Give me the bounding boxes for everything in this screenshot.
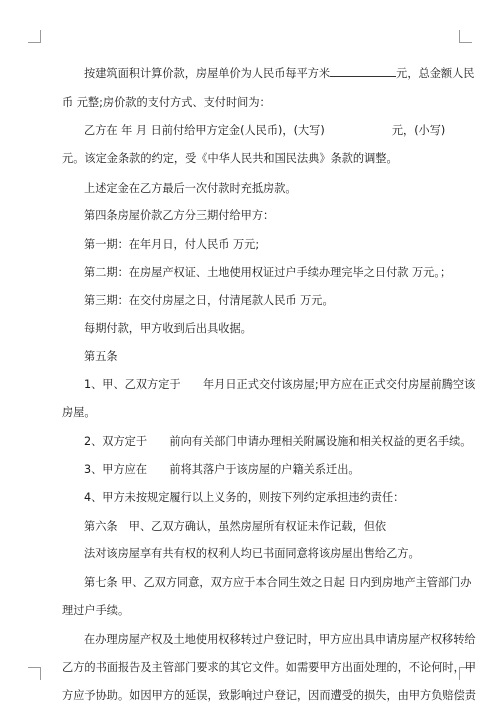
paragraph-line: 在办理房屋产权及土地使用权移转过户登记时，甲方应出具申请房屋产权移转给 [84,633,476,646]
paragraph-line: 第六条 甲、乙双方确认，虽然房屋所有权证未作记载，但依 [84,520,387,533]
text: 按建筑面积计算价款，房屋单价为人民币每平方米 [84,67,331,80]
paragraph-line: 第二期：在房屋产权证、土地使用权证过户手续办理完毕之日付款 万元。； [84,266,452,279]
crop-mark-bottom-left [28,667,41,680]
paragraph-line: 乙方的书面报告及主管部门要求的其它文件。如需要甲方出面处理的，不论何时，甲 [62,661,476,674]
paragraph-line: 2、双方定于 前向有关部门申请办理相关附属设施和相关权益的更名手续。 [84,435,472,448]
paragraph-line: 第四条房屋价款乙方分三期付给甲方： [84,209,275,222]
paragraph-line: 方应予协助。如因甲方的延误，致影响过户登记，因而遭受的损失，由甲方负赔偿责 [62,689,476,702]
paragraph-line: 理过户手续。 [62,604,130,617]
crop-mark-top-right [459,30,472,43]
text: 元，总金额人民 [396,67,475,80]
paragraph-line: 第一期：在年月日，付人民币 万元; [84,238,260,251]
paragraph-line: 1、甲、乙双方定于 年月日正式交付该房屋;甲方应在正式交付房屋前腾空该 [84,378,476,391]
paragraph-line: 上述定金在乙方最后一次付款时充抵房款。 [84,182,297,195]
paragraph-line: 第七条 甲、乙双方同意，双方应于本合同生效之日起 日内到房地产主管部门办 [84,576,472,589]
paragraph-line: 4、甲方未按规定履行以上义务的，则按下列约定承担违约责任： [84,491,405,504]
paragraph-line: 房屋。 [62,406,96,419]
crop-mark-top-left [28,30,41,43]
paragraph-line: 第三期：在交付房屋之日，付清尾款人民币 万元。 [84,294,334,307]
fill-in-blank [330,66,396,77]
paragraph-line: 第五条 [84,350,118,363]
paragraph-line [84,66,474,81]
paragraph-line: 币 元整;房价款的支付方式、支付时间为： [62,96,271,109]
paragraph-line: 乙方在 年 月 日前付给甲方定金(人民币)，(大写) 元，(小写) [84,124,446,137]
paragraph-line: 3、甲方应在 前将其落户于该房屋的户籍关系迁出。 [84,463,360,476]
paragraph-line: 每期付款，甲方收到后出具收据。 [84,322,252,335]
paragraph-line: 法对该房屋享有共有权的权利人均已书面同意将该房屋出售给乙方。 [84,547,420,560]
paragraph-line: 元。该定金条款的约定，受《中华人民共和国民法典》条款的调整。 [62,152,398,165]
